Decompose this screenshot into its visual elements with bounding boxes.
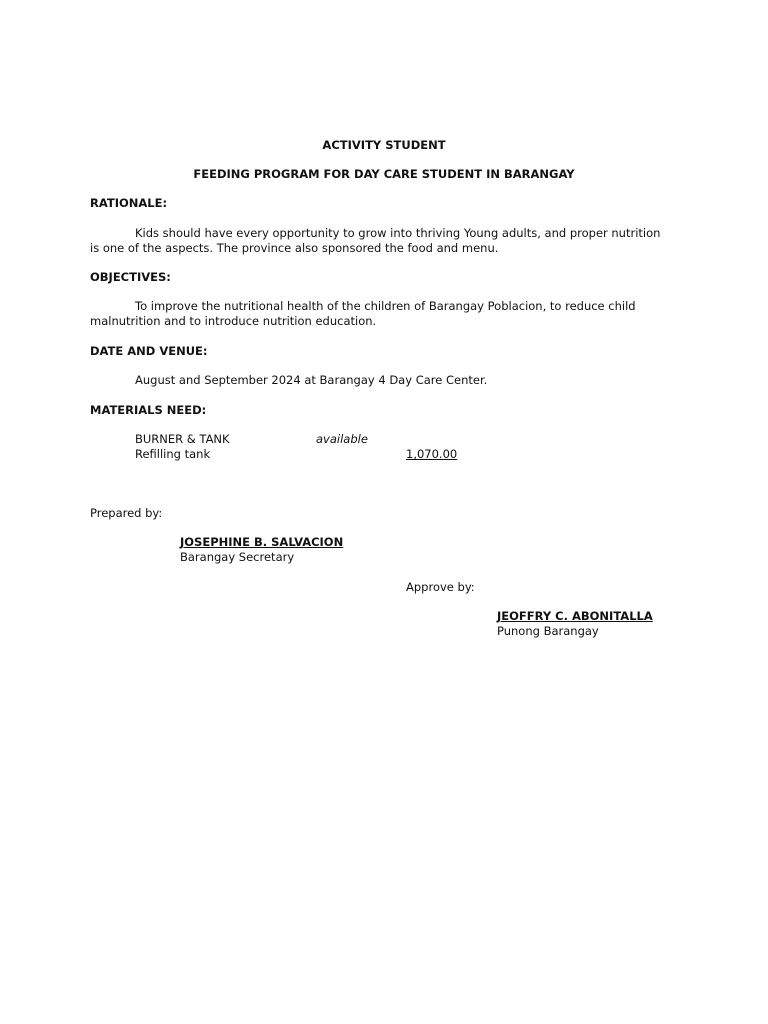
document-subtitle: FEEDING PROGRAM FOR DAY CARE STUDENT IN BARANGAY <box>193 167 575 181</box>
materials-heading: MATERIALS NEED: <box>90 403 207 417</box>
prepared-by-label: Prepared by: <box>90 506 163 520</box>
date-venue-heading: DATE AND VENUE: <box>90 344 208 358</box>
material-item-value: 1,070.00 <box>406 447 458 461</box>
objectives-body: To improve the nutritional health of the children of Barangay Poblacion, to reduce child malnutrition and to introduce nutrition education. <box>90 299 636 328</box>
approved-by-label: Approve by: <box>406 580 475 594</box>
approved-by-position: Punong Barangay <box>497 624 599 638</box>
material-item-value: available <box>316 432 368 446</box>
prepared-by-position: Barangay Secretary <box>180 550 295 564</box>
rationale-body: Kids should have every opportunity to grow into thriving Young adults, and proper nutrition is one of the aspects. The province also sponsored the food and menu. <box>90 226 661 255</box>
material-item-name: Refilling tank <box>135 447 211 461</box>
rationale-heading: RATIONALE: <box>90 196 168 210</box>
objectives-heading: OBJECTIVES: <box>90 270 171 284</box>
material-item-name: BURNER & TANK <box>135 432 230 446</box>
approved-by-name: JEOFFRY C. ABONITALLA <box>497 609 653 623</box>
prepared-by-name: JOSEPHINE B. SALVACION <box>180 535 344 549</box>
date-venue-body: August and September 2024 at Barangay 4 Day Care Center. <box>135 373 488 387</box>
document-title: ACTIVITY STUDENT <box>322 138 446 152</box>
